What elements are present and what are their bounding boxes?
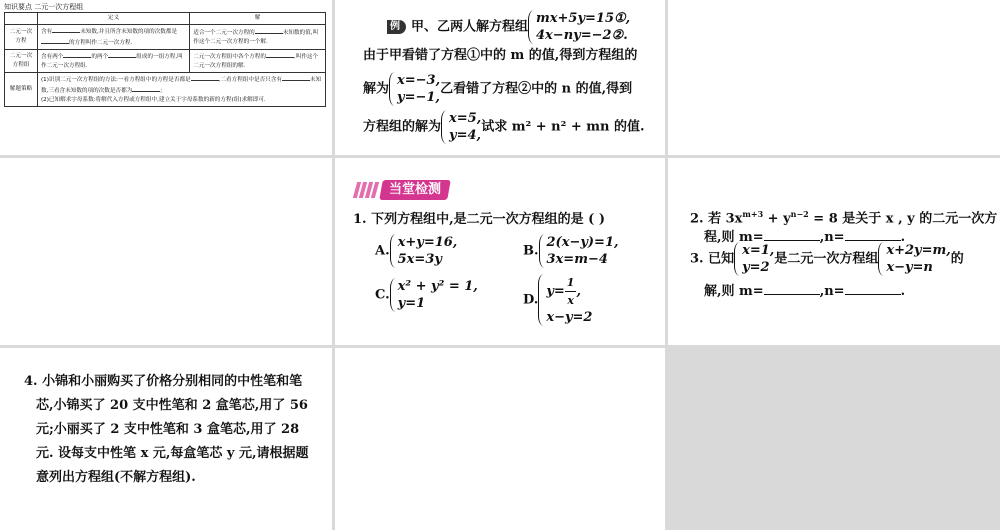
empty-slot bbox=[668, 348, 1000, 530]
in-class-check-panel bbox=[335, 158, 665, 345]
example-line-2: 由于甲看错了方程①中的 m 的值,得到方程组的 bbox=[363, 48, 638, 63]
blank-panel bbox=[668, 0, 1000, 155]
q4-line: 元. 设每支中性笔 x 元,每盒笔芯 y 元,请根据题 bbox=[36, 446, 309, 461]
answer-blank-n[interactable] bbox=[845, 226, 901, 241]
solution-system: x=5, y=4, bbox=[441, 110, 481, 144]
answer-blank-m[interactable] bbox=[764, 280, 820, 295]
table-row bbox=[5, 25, 326, 50]
col-definition: 定义 bbox=[38, 13, 190, 25]
blank-panel bbox=[335, 348, 665, 530]
example-tag: 例 bbox=[387, 20, 406, 34]
example-line-1: 例 甲、乙两人解方程组 mx+5y=15①, 4x−ny=−2②. bbox=[387, 10, 630, 44]
answer-blank-m[interactable] bbox=[764, 226, 820, 241]
fraction: $\frac{1}{x}$ bbox=[566, 276, 575, 307]
row-head: 二元一次方程 bbox=[5, 25, 38, 50]
equation-system: mx+5y=15①, 4x−ny=−2②. bbox=[528, 10, 630, 44]
table-row bbox=[5, 50, 326, 73]
fill-blank[interactable] bbox=[132, 85, 160, 92]
question-1: 1. 下列方程组中,是二元一次方程组的是 ( ) bbox=[353, 212, 605, 227]
word-problem-panel bbox=[0, 348, 332, 530]
knowledge-points-panel bbox=[0, 0, 332, 155]
fill-blank[interactable] bbox=[255, 27, 283, 34]
row-head: 解题策略 bbox=[5, 73, 38, 107]
cell: 含有两个 的两个 组成的一组方程,叫作二元一次方程组. bbox=[38, 50, 190, 73]
question-2-line-2: 程,则 m= ,n= . bbox=[704, 226, 905, 248]
cell: 二元一次方程组中各个方程的 ,叫作这个二元一次方程组的解. bbox=[190, 50, 326, 73]
blank-panel bbox=[0, 158, 332, 345]
cell: 适合一个二元一次方程的 未知数的值,叫作这个二元一次方程的一个解. bbox=[190, 25, 326, 50]
section-banner: 当堂检测 bbox=[355, 180, 505, 200]
question-3-line-1: 3. 已知 x=1, y=2 是二元一次方程组 x+2y=m, x−y=n 的 bbox=[690, 243, 964, 275]
question-3-line-2: 解,则 m= ,n= . bbox=[704, 280, 905, 302]
q4-line: 元;小丽买了 2 支中性笔和 3 盒笔芯,用了 28 bbox=[36, 422, 300, 437]
question-2-line-1: 2. 若 $3x^{m+3} + y^{n-2} = 8$ 是关于 x , y 的二元一次方 bbox=[690, 209, 998, 227]
option-d[interactable]: D. y= $\frac{1}{x}$ , x−y=2 bbox=[523, 276, 593, 325]
table-row bbox=[5, 73, 326, 107]
fill-blank[interactable] bbox=[52, 26, 80, 33]
knowledge-heading: 知识要点 二元一次方程组 bbox=[4, 3, 84, 11]
fill-blank[interactable] bbox=[191, 74, 219, 81]
row-head: 二元一次方程组 bbox=[5, 50, 38, 73]
example-panel bbox=[335, 0, 665, 155]
option-b[interactable]: B. 2(x−y)=1, 3x=m−4 bbox=[523, 235, 619, 267]
questions-panel bbox=[668, 158, 1000, 345]
fill-blank[interactable] bbox=[41, 37, 69, 44]
fill-blank[interactable] bbox=[63, 51, 91, 58]
answer-blank-n[interactable] bbox=[845, 280, 901, 295]
q4-line: 意列出方程组(不解方程组). bbox=[36, 470, 196, 485]
fill-blank[interactable] bbox=[266, 51, 294, 58]
example-line-4: 方程组的解为 x=5, y=4, 试求 m² + n² + mn 的值. bbox=[363, 111, 645, 143]
fill-blank[interactable] bbox=[282, 74, 310, 81]
option-a[interactable]: A. x+y=16, 5x=3y bbox=[375, 235, 458, 267]
fill-blank[interactable] bbox=[108, 51, 136, 58]
cell: (1)识别二元一次方程组的方法:一看方程组中的方程是否都是 ,二看方程组中是否只含有 未知数,三看含未知数的项的次数是否都为 ; (2)已知解求字母系数:将解代入方程或方程组中,建立关于字母系数的新的方程(组)求解即可. bbox=[38, 73, 326, 107]
banner-stripes bbox=[355, 182, 377, 198]
option-c[interactable]: C. x² + y² = 1, y=1 bbox=[375, 279, 478, 311]
q4-line: 4. 小锦和小丽购买了价格分别相同的中性笔和笔 bbox=[24, 374, 303, 389]
knowledge-table bbox=[4, 12, 326, 107]
cell: 含有 未知数,并且所含未知数的项的次数都是的方程叫作二元一次方程. bbox=[38, 25, 190, 50]
col-solution: 解 bbox=[190, 13, 326, 25]
example-line-3: 解为 x=−3, y=−1, 乙看错了方程②中的 n 的值,得到 bbox=[363, 73, 633, 105]
q4-line: 芯,小锦买了 20 支中性笔和 2 盒笔芯,用了 56 bbox=[36, 398, 308, 413]
solution-system: x=−3, y=−1, bbox=[389, 72, 440, 106]
